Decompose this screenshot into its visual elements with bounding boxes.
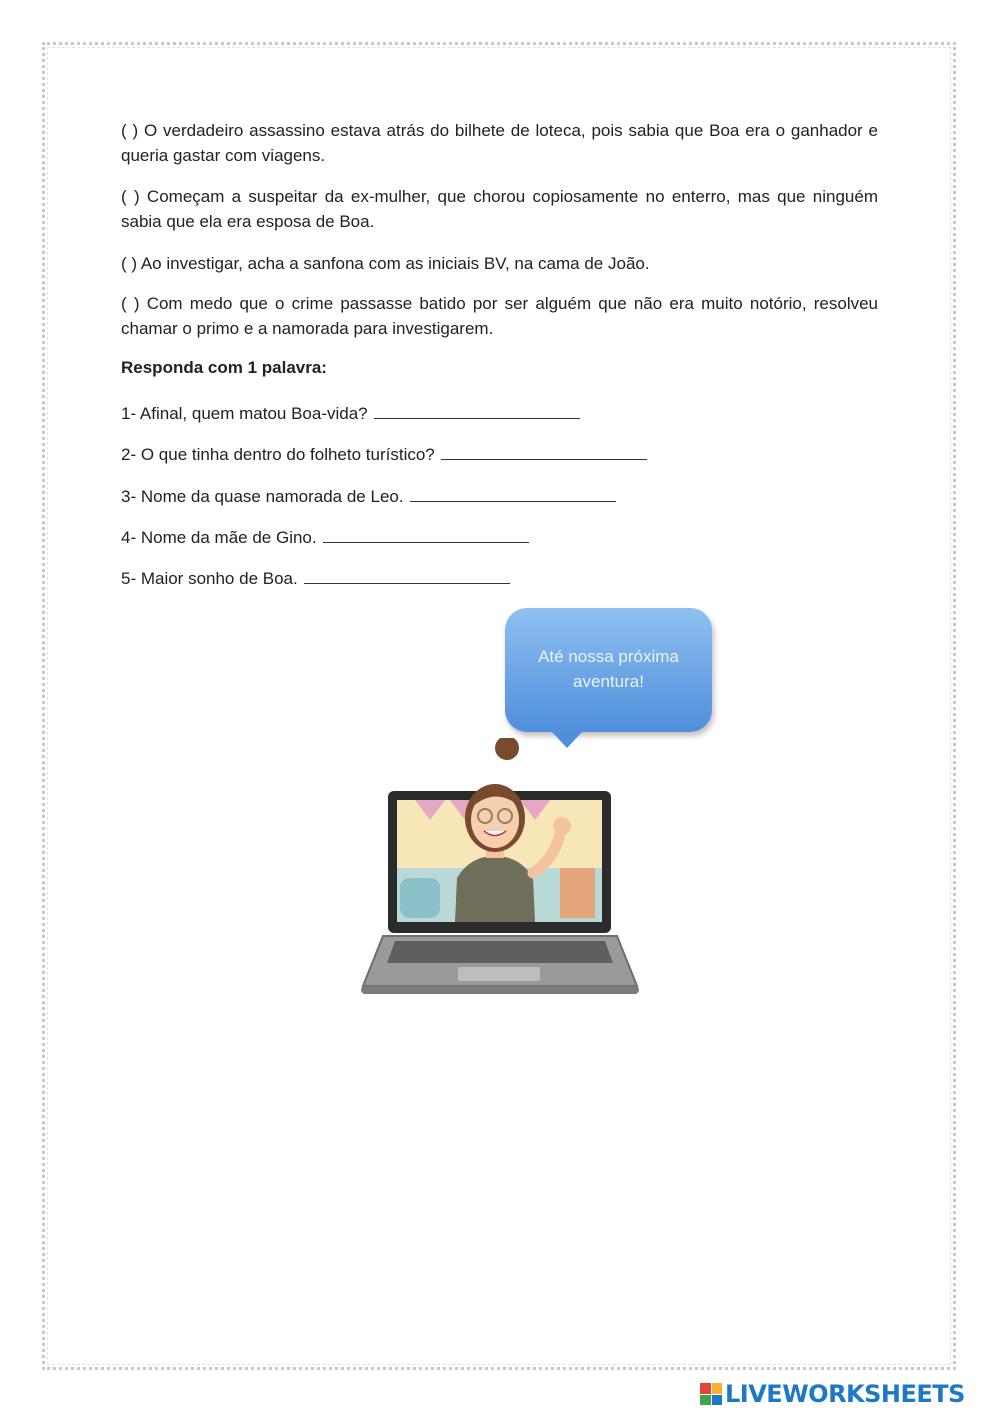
teacher-laptop-illustration [355,738,645,1000]
speech-bubble-line-2: aventura! [573,672,644,691]
answer-box-4[interactable]: ( ) [121,294,140,313]
keyboard [387,941,613,963]
person-shirt [455,856,535,922]
question-3-text: 3- Nome da quase namorada de Leo. [121,487,404,506]
answer-box-1[interactable]: ( ) [121,121,139,140]
answer-box-3[interactable]: ( ) [121,254,138,273]
logo-text: LIVEWORKSHEETS [725,1380,965,1408]
question-5-text: 5- Maior sonho de Boa. [121,569,298,588]
answer-blank-3[interactable] [410,483,616,502]
statement-3 [121,251,878,276]
logo-mark-icon [700,1383,722,1405]
logo-square-green [700,1395,711,1406]
question-5 [121,565,510,589]
question-3 [121,483,616,507]
logo-square-yellow [712,1383,723,1394]
trackpad [458,967,540,981]
question-4 [121,524,529,548]
question-1 [121,400,580,424]
question-2 [121,441,647,465]
shelf-icon [560,868,595,918]
speech-bubble-line-1: Até nossa próxima [538,647,679,666]
answer-blank-1[interactable] [374,400,580,419]
answer-blank-5[interactable] [304,565,510,584]
statement-2-text: Começam a suspeitar da ex-mulher, que chorou copiosamente no enterro, mas que ninguém sabia que ela era esposa de Boa. [121,187,878,231]
logo-square-blue [712,1395,723,1406]
waving-hand-icon [553,817,571,835]
laptop-edge [361,986,639,994]
statement-1-text: O verdadeiro assassino estava atrás do bilhete de loteca, pois sabia que Boa era o ganhador e queria gastar com viagens. [121,121,878,165]
chair-icon [400,878,440,918]
statement-2 [121,184,878,234]
liveworksheets-logo [700,1382,965,1406]
question-2-text: 2- O que tinha dentro do folheto turístico? [121,445,435,464]
logo-square-red [700,1383,711,1394]
answer-box-2[interactable]: ( ) [121,187,140,206]
speech-bubble [505,608,712,732]
question-4-text: 4- Nome da mãe de Gino. [121,528,317,547]
hair-bun [495,738,519,760]
statement-4-text: Com medo que o crime passasse batido por ser alguém que não era muito notório, resolveu chamar o primo e a namorada para investigarem. [121,294,878,338]
page-border [42,42,956,1370]
question-1-text: 1- Afinal, quem matou Boa-vida? [121,404,368,423]
section-heading: Responda com 1 palavra: [121,358,327,377]
answer-blank-4[interactable] [323,524,529,543]
statement-3-text: Ao investigar, acha a sanfona com as iniciais BV, na cama de João. [140,254,650,273]
statement-1 [121,118,878,168]
statement-4 [121,291,878,341]
answer-blank-2[interactable] [441,441,647,460]
